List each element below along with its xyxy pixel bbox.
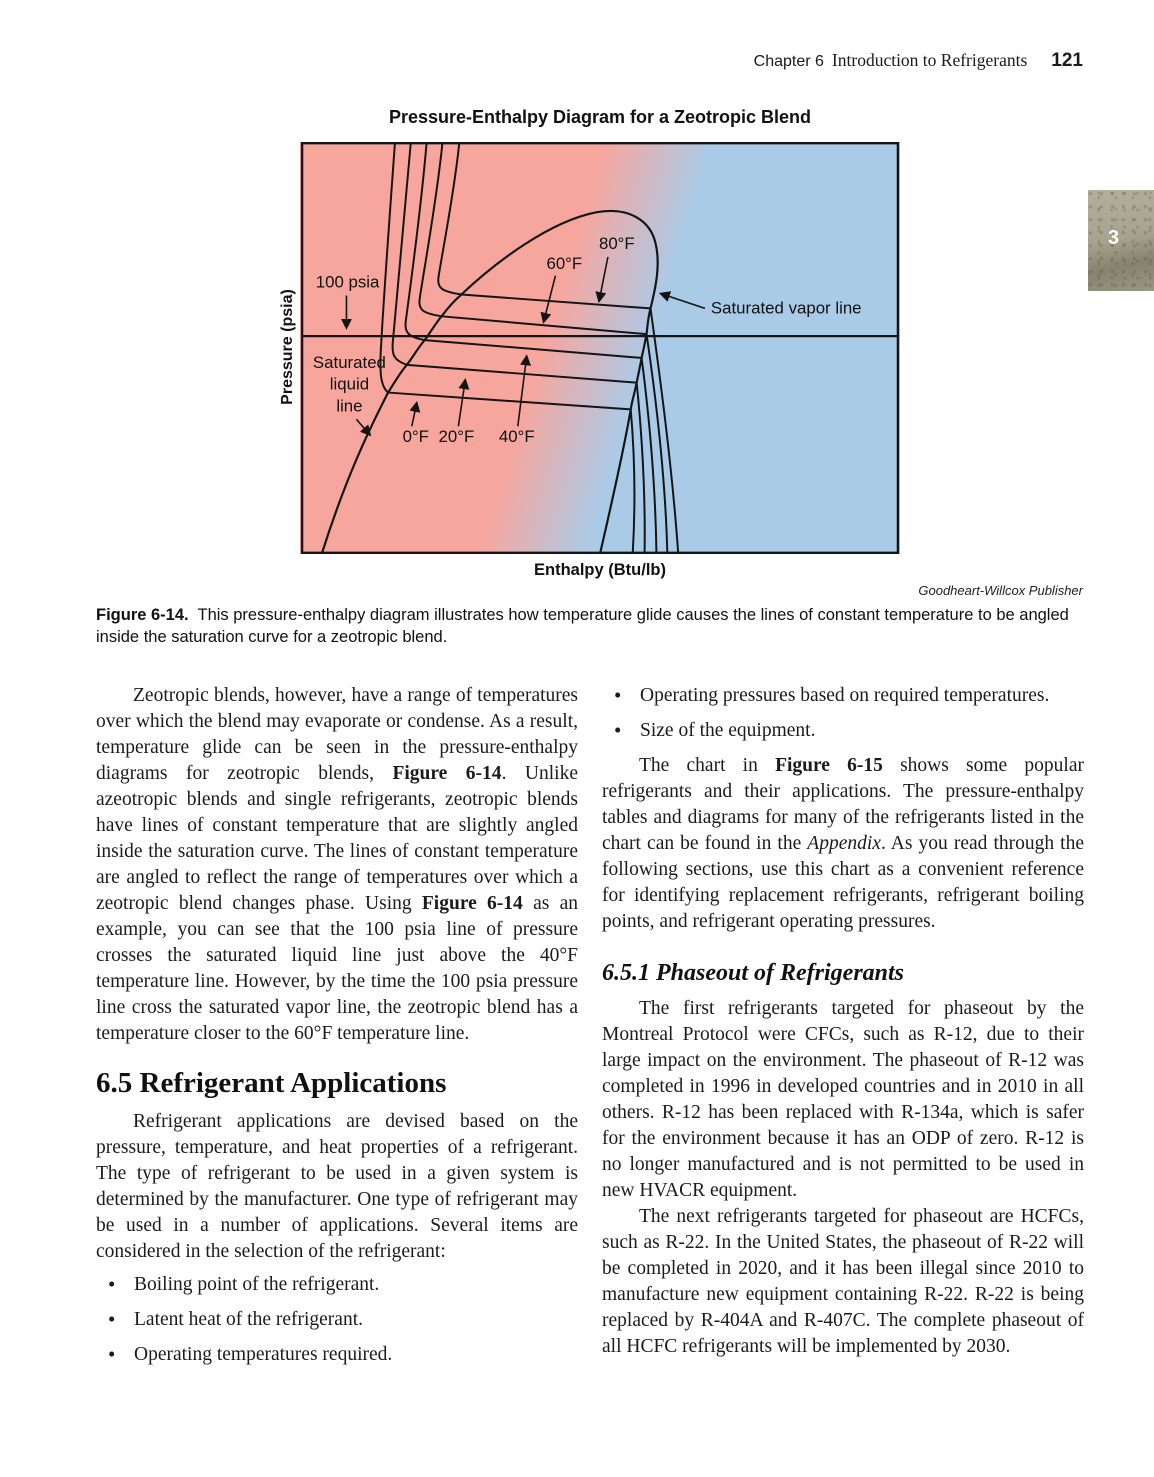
section-heading-6-5-1: 6.5.1 Phaseout of Refrigerants xyxy=(602,960,905,986)
label-sat-vapor: Saturated vapor line xyxy=(710,298,862,318)
label-40f: 40°F xyxy=(498,427,535,447)
figure-caption xyxy=(96,604,1084,648)
label-60f: 60°F xyxy=(546,253,583,273)
y-axis-label: Pressure (psia) xyxy=(279,289,296,405)
diagram-svg xyxy=(300,142,900,554)
paragraph: Zeotropic blends, however, have a range of temperatures over which the blend may evaporate or condense. As a result, temperature glide can be seen in the pressure-enthalpy diagrams for zeotropic blends, Figure 6-14. Unlike azeotropic blends and single refrigerants, zeotropic blends have lines of constant temperature that are slightly angled inside the saturation curve. The lines of constant temperature are angled to reflect the range of temperatures over which a zeotropic blend changes phase. Using Figure 6-14 as an example, you can see that the 100 psia line of pressure crosses the saturated liquid line just above the 40°F temperature line. However, by the time the 100 psia pressure line cross the saturated vapor line, the zeotropic blend has a temperature closer to the 60°F temperature line. xyxy=(96,685,578,1044)
arrow-40f xyxy=(518,356,527,426)
label-sat-liquid-3: line xyxy=(336,396,363,416)
isotherm-20f-liquid xyxy=(393,142,411,365)
label-100psia: 100 psia xyxy=(315,272,380,292)
arrow-sat-liquid xyxy=(356,419,370,435)
list-item-text: Size of the equipment. xyxy=(640,720,816,741)
paragraph: The chart in Figure 6-15 shows some popular refrigerants and their applications. The pressure-enthalpy tables and diagrams for many of the refrigerants listed in the chart can be found in the Appendix. As you read through the following sections, use this chart as a convenient reference for identifying replacement refrigerants, refrigerant boiling points, and refrigerant operating pressures. xyxy=(602,755,1085,932)
list-item-text: Boiling point of the refrigerant. xyxy=(134,1274,380,1296)
list-item-text: Latent heat of the refrigerant. xyxy=(134,1309,364,1331)
page-number: 121 xyxy=(1051,50,1083,71)
isotherm-0f-vapor xyxy=(631,409,635,554)
selection-criteria-list-continued xyxy=(602,683,1084,744)
list-item xyxy=(602,683,1084,709)
isotherm-60f-vapor xyxy=(647,334,668,554)
list-item xyxy=(96,1307,578,1333)
arrow-0f xyxy=(412,402,417,426)
isotherm-80f-dome xyxy=(461,295,650,309)
chapter-title: Introduction to Refrigerants xyxy=(831,50,1028,70)
label-sat-liquid-1: Saturated xyxy=(312,352,386,372)
label-0f: 0°F xyxy=(402,427,429,447)
label-sat-liquid-2: liquid xyxy=(329,374,370,394)
list-item xyxy=(602,718,1084,744)
arrow-80f xyxy=(599,257,608,302)
figure-caption-text: This pressure-enthalpy diagram illustrates how temperature glide causes the lines of constant temperature to be angled inside the saturation curve for a zeotropic blend. xyxy=(96,606,1069,646)
chapter-side-tab xyxy=(1088,190,1154,291)
label-20f: 20°F xyxy=(438,427,475,447)
side-tab-number: 3 xyxy=(1108,227,1120,249)
publisher-credit: Goodheart-Willcox Publisher xyxy=(918,583,1083,598)
isotherm-40f-dome xyxy=(425,340,642,358)
figure-caption-label: Figure 6-14. xyxy=(96,606,189,624)
section-heading-6-5: 6.5 Refrigerant Applications xyxy=(96,1067,447,1099)
label-80f: 80°F xyxy=(598,233,635,253)
figure-title: Pressure-Enthalpy Diagram for a Zeotropic Blend xyxy=(388,107,812,127)
paragraph: The first refrigerants targeted for phaseout by the Montreal Protocol were CFCs, such as R-12, due to their large impact on the environment. The phaseout of R-12 was completed in 1996 in developed countries and in 2010 in all others. R-12 has been replaced with R-134a, which is safer for the environment because it has an ODP of zero. R-12 is no longer manufactured and is not permitted to be used in new HVACR equipment. xyxy=(602,998,1084,1201)
isotherm-20f-dome xyxy=(407,365,637,383)
isotherm-20f-vapor xyxy=(637,383,645,554)
paragraph: The next refrigerants targeted for phaseout are HCFCs, such as R-22. In the United States, the phaseout of R-22 will be completed in 2020, and it has been illegal since 2010 to manufacture new equipment containing R-22. R-22 is being replaced by R-404A and R-407C. The complete phaseout of all HCFC refrigerants will be implemented by 2030. xyxy=(602,1206,1084,1357)
right-column xyxy=(602,683,1084,1377)
x-axis-label: Enthalpy (Btu/lb) xyxy=(534,561,666,579)
arrow-20f xyxy=(458,380,465,427)
chapter-label: Chapter 6 xyxy=(753,53,824,70)
isotherm-0f-dome xyxy=(388,393,631,410)
arrow-sat-vapor xyxy=(660,294,705,309)
list-item xyxy=(96,1342,578,1368)
running-head xyxy=(754,50,1083,72)
pressure-enthalpy-diagram xyxy=(300,142,900,554)
paragraph: Refrigerant applications are devised based on the pressure, temperature, and heat properties of a refrigerant. The type of refrigerant to be used in a given system is determined by the manufacturer. One type of refrigerant may be used in a number of applications. Several items are considered in the selection of the refrigerant: xyxy=(96,1111,578,1263)
list-item xyxy=(96,1272,578,1298)
isotherm-60f-liquid xyxy=(419,142,442,316)
selection-criteria-list xyxy=(96,1272,578,1368)
left-column xyxy=(96,683,578,1377)
isotherm-80f-liquid xyxy=(438,142,461,295)
body-columns xyxy=(96,683,1084,1377)
arrow-60f xyxy=(544,276,556,323)
list-item-text: Operating temperatures required. xyxy=(134,1344,393,1366)
list-item-text: Operating pressures based on required temperatures. xyxy=(640,685,1050,706)
